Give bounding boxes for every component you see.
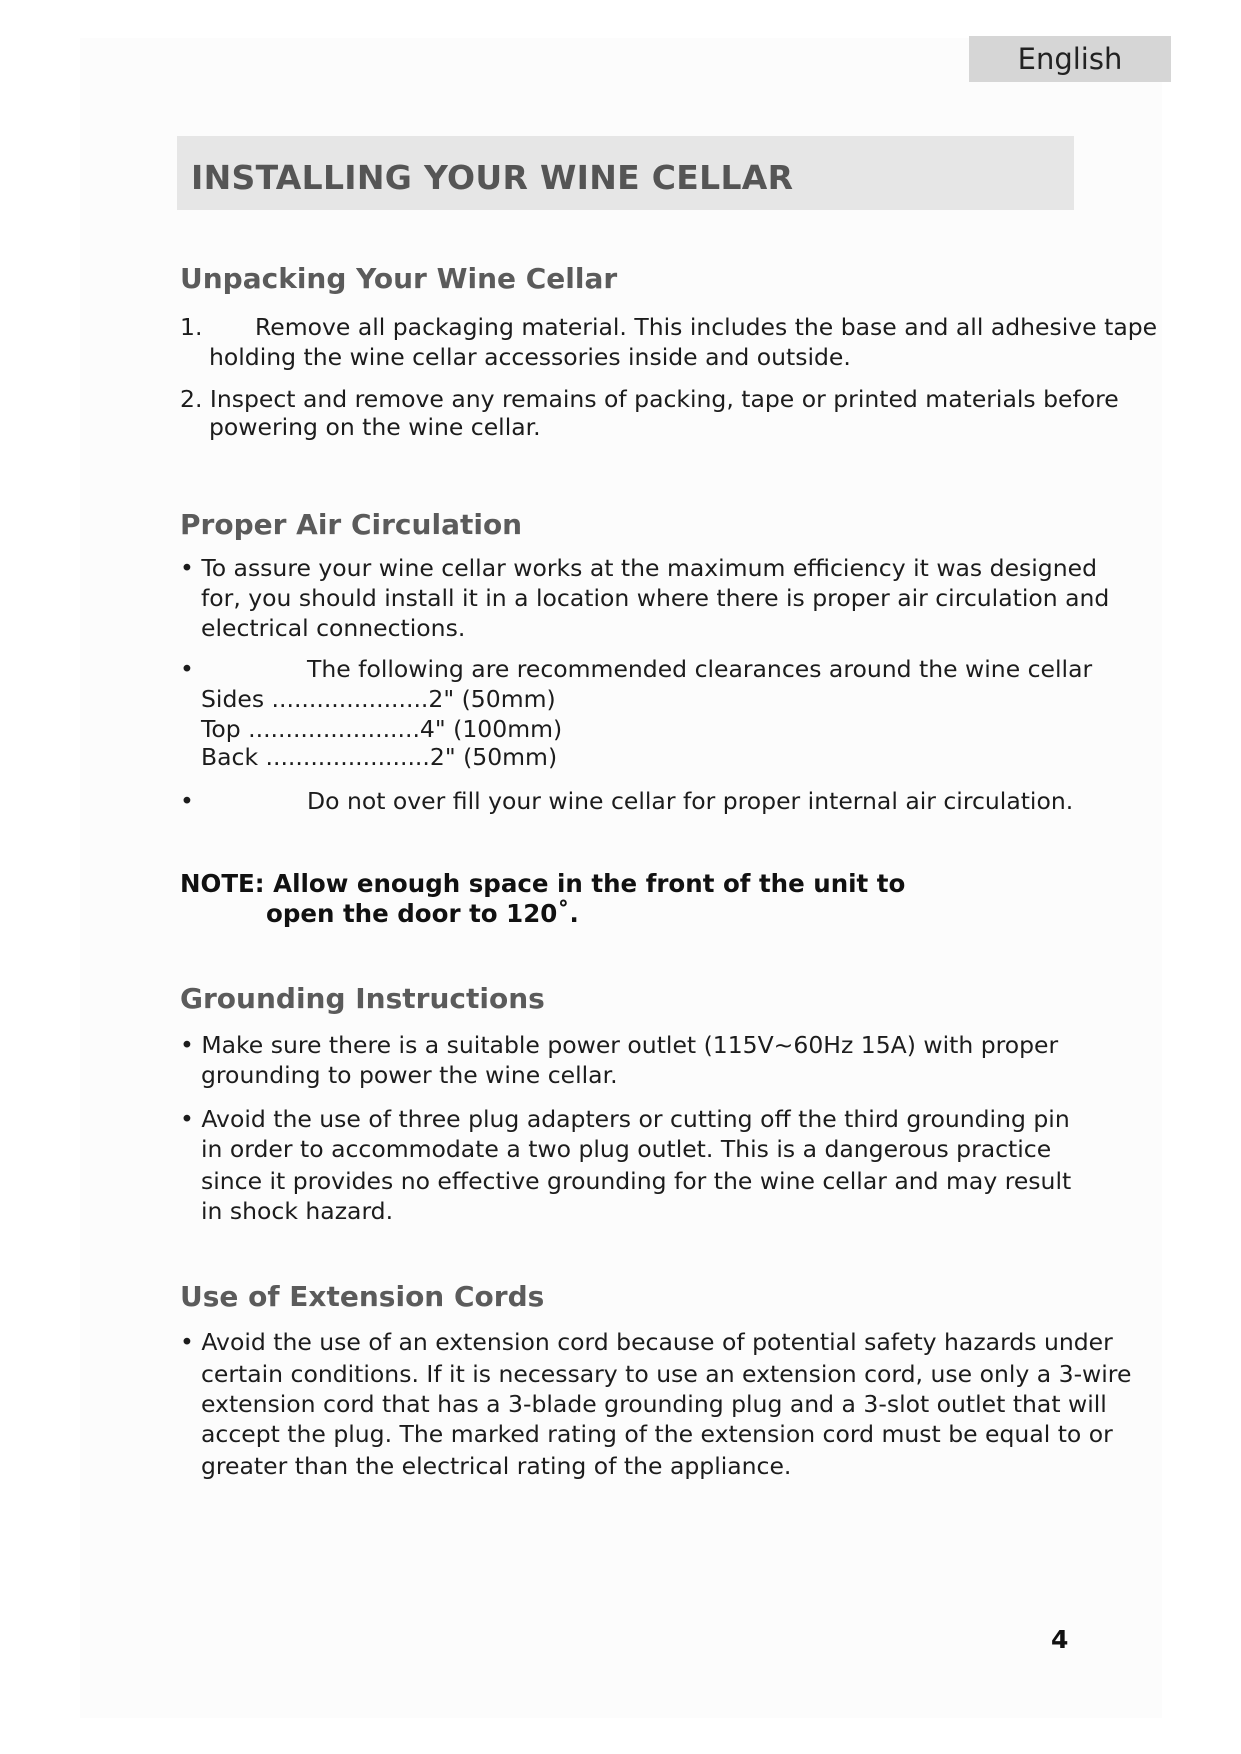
grounding-bullet2-line4: in shock hazard. [201, 1197, 394, 1225]
extension-bullet1-line1: • Avoid the use of an extension cord because of potential safety hazards under [180, 1328, 1113, 1356]
unpacking-item1-line2: holding the wine cellar accessories inside and outside. [209, 343, 851, 371]
air-bullet3-line1: Do not over fill your wine cellar for proper internal air circulation. [307, 787, 1074, 815]
clearance-back: Back ......................2" (50mm) [201, 743, 558, 771]
grounding-bullet1-line2: grounding to power the wine cellar. [201, 1061, 618, 1089]
grounding-bullet2-line3: since it provides no effective grounding for the wine cellar and may result [201, 1167, 1072, 1195]
extension-bullet1-line2: certain conditions. If it is necessary to use an extension cord, use only a 3-wire [201, 1360, 1132, 1388]
air-bullet2-marker: • [180, 655, 194, 683]
unpacking-item1-line1: Remove all packaging material. This includes the base and all adhesive tape [255, 313, 1158, 341]
note-line1: NOTE: Allow enough space in the front of the unit to [180, 869, 906, 898]
grounding-bullet1-line1: • Make sure there is a suitable power outlet (115V~60Hz 15A) with proper [180, 1031, 1059, 1059]
clearance-sides: Sides .....................2" (50mm) [201, 685, 556, 713]
air-bullet1-line3: electrical connections. [201, 614, 466, 642]
title-bar [177, 136, 1074, 210]
page-title: INSTALLING YOUR WINE CELLAR [191, 158, 794, 197]
extension-heading: Use of Extension Cords [180, 1280, 545, 1313]
page-number: 4 [1051, 1625, 1069, 1654]
grounding-heading: Grounding Instructions [180, 982, 545, 1015]
language-tab: English [969, 36, 1171, 82]
air-bullet3-marker: • [180, 787, 194, 815]
extension-bullet1-line4: accept the plug. The marked rating of the extension cord must be equal to or [201, 1420, 1113, 1448]
extension-bullet1-line3: extension cord that has a 3-blade grounding plug and a 3-slot outlet that will [201, 1390, 1107, 1418]
grounding-bullet2-line1: • Avoid the use of three plug adapters or cutting off the third grounding pin [180, 1105, 1070, 1133]
unpacking-item2-line1: 2. Inspect and remove any remains of packing, tape or printed materials before [180, 385, 1119, 413]
clearance-top: Top .......................4" (100mm) [201, 715, 563, 743]
unpacking-item1-number: 1. [180, 313, 203, 341]
note-line2: open the door to 120˚. [266, 899, 579, 928]
air-bullet1-line1: • To assure your wine cellar works at the maximum efficiency it was designed [180, 554, 1097, 582]
unpacking-item2-line2: powering on the wine cellar. [209, 413, 541, 441]
grounding-bullet2-line2: in order to accommodate a two plug outlet. This is a dangerous practice [201, 1135, 1052, 1163]
extension-bullet1-line5: greater than the electrical rating of the appliance. [201, 1452, 792, 1480]
air-bullet2-line1: The following are recommended clearances around the wine cellar [307, 655, 1093, 683]
air-bullet1-line2: for, you should install it in a location where there is proper air circulation and [201, 584, 1110, 612]
unpacking-heading: Unpacking Your Wine Cellar [180, 262, 618, 295]
air-heading: Proper Air Circulation [180, 508, 523, 541]
